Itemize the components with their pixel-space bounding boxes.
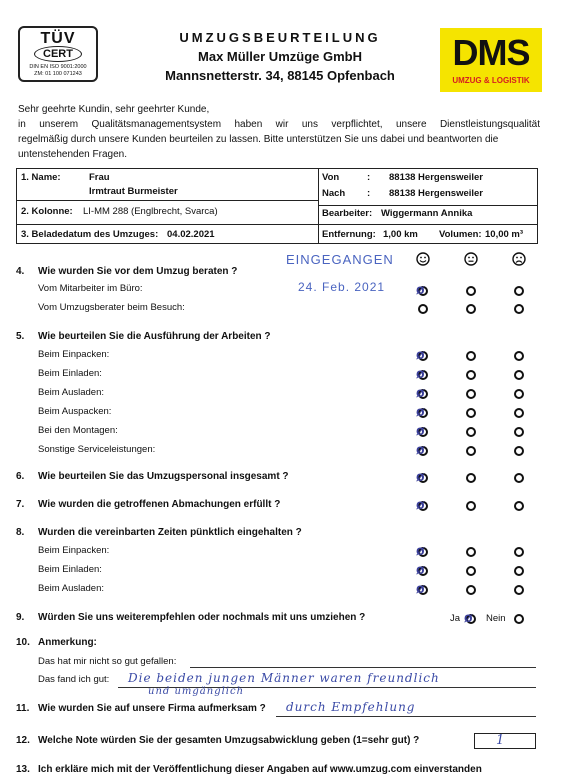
check-mark: ø: [416, 561, 425, 577]
rating-circle-bad[interactable]: [514, 473, 524, 483]
question-9-number: 9.: [16, 612, 25, 623]
check-mark: ø: [416, 580, 425, 596]
intro-line-1: Sehr geehrte Kundin, sehr geehrter Kunde,: [18, 104, 210, 115]
question-7-text: Wie wurden die getroffenen Abmachungen erfüllt ?: [38, 499, 281, 510]
question-4-text: Wie wurden Sie vor dem Umzug beraten ?: [38, 266, 238, 277]
question-5-sub-4: Beim Auspacken:: [38, 406, 112, 417]
date-label: 3. Beladedatum des Umzuges:: [21, 229, 159, 240]
check-mark: ø: [416, 384, 425, 400]
rating-circle-neutral[interactable]: [466, 585, 476, 595]
tuv-logo-cert: CERT: [34, 46, 82, 62]
question-8-text: Wurden die vereinbarten Zeiten pünktlich eingehalten ?: [38, 527, 302, 538]
rating-circle-neutral[interactable]: [466, 351, 476, 361]
table-divider: [318, 169, 319, 243]
nach-value: 88138 Hergensweiler: [389, 188, 484, 199]
question-5-sub-5: Bei den Montagen:: [38, 425, 118, 436]
rating-circle-bad[interactable]: [514, 408, 524, 418]
rating-circle-neutral[interactable]: [466, 547, 476, 557]
form-title: UMZUGSBEURTEILUNG: [179, 30, 381, 45]
dms-logo: [440, 28, 542, 92]
von-label: Von: [322, 172, 340, 183]
tuv-logo-number: ZM: 01 100 071243: [34, 71, 82, 77]
received-stamp: EINGEGANGEN: [286, 252, 394, 267]
table-divider: [318, 205, 537, 206]
intro-line-2: in unserem Qualitätsmanagementsystem haben wir uns verpflichtet, unsere Dienstleistungsqualität: [18, 119, 540, 130]
intro-text: [18, 102, 540, 162]
check-mark: ø: [416, 346, 425, 362]
check-mark: ø: [416, 496, 425, 512]
question-8-sub-2: Beim Einladen:: [38, 564, 102, 575]
rating-circle-bad[interactable]: [514, 370, 524, 380]
kolonne-value: LI-MM 288 (Englbrecht, Svarca): [83, 206, 218, 217]
answer-line: [276, 716, 536, 717]
rating-circle-neutral[interactable]: [466, 389, 476, 399]
question-13-text: Ich erkläre mich mit der Veröffentlichung dieser Angaben auf www.umzug.com einverstanden: [38, 764, 482, 775]
rating-circle-bad[interactable]: [514, 427, 524, 437]
question-10-text: Anmerkung:: [38, 637, 97, 648]
happy-face-icon: [416, 252, 430, 266]
question-5-number: 5.: [16, 331, 25, 342]
name-value: Irmtraut Burmeister: [89, 186, 178, 197]
question-12-number: 12.: [16, 735, 30, 746]
check-mark: ø: [464, 609, 473, 625]
intro-line-3: regelmäßig durch unsere Kunden beurteilen zu lassen. Bitte unterstützen Sie uns dabei und beantworten die: [18, 134, 499, 145]
question-5-sub-6: Sonstige Serviceleistungen:: [38, 444, 156, 455]
nach-label: Nach: [322, 188, 346, 199]
question-5-sub-3: Beim Ausladen:: [38, 387, 105, 398]
name-label: 1. Name:: [21, 172, 61, 183]
question-12-answer: 1: [496, 733, 506, 748]
rating-circle-bad[interactable]: [514, 501, 524, 511]
rating-circle-bad[interactable]: [514, 304, 524, 314]
rating-circle-neutral[interactable]: [466, 566, 476, 576]
check-mark: ø: [416, 403, 425, 419]
kolonne-label: 2. Kolonne:: [21, 206, 73, 217]
rating-circle-neutral[interactable]: [466, 473, 476, 483]
question-11-answer: durch Empfehlung: [286, 700, 416, 714]
bearbeiter-value: Wiggermann Annika: [381, 208, 473, 219]
rating-circle-neutral[interactable]: [466, 446, 476, 456]
rating-circle-bad[interactable]: [514, 389, 524, 399]
von-value: 88138 Hergensweiler: [389, 172, 484, 183]
question-10-number: 10.: [16, 637, 30, 648]
tuv-cert-logo: [18, 26, 98, 82]
question-4-sub-1: Vom Mitarbeiter im Büro:: [38, 283, 143, 294]
question-5-sub-2: Beim Einladen:: [38, 368, 102, 379]
rating-circle-neutral[interactable]: [466, 408, 476, 418]
question-7-number: 7.: [16, 499, 25, 510]
question-4-number: 4.: [16, 266, 25, 277]
question-10-answer-2: und umgänglich: [148, 686, 245, 697]
check-mark: ø: [416, 422, 425, 438]
question-12-text: Welche Note würden Sie der gesamten Umzugsabwicklung geben (1=sehr gut) ?: [38, 735, 420, 746]
question-4-sub-2: Vom Umzugsberater beim Besuch:: [38, 302, 185, 313]
nach-colon: :: [367, 188, 371, 199]
question-11-number: 11.: [16, 703, 30, 714]
dms-logo-main: DMS: [452, 32, 530, 73]
rating-circle-bad[interactable]: [514, 566, 524, 576]
intro-line-4: untenstehenden Fragen.: [18, 149, 127, 160]
question-6-number: 6.: [16, 471, 25, 482]
table-divider: [17, 200, 318, 201]
check-mark: ø: [416, 441, 425, 457]
yes-label: Ja: [450, 613, 461, 624]
rating-circle-bad[interactable]: [514, 547, 524, 557]
rating-circle-neutral[interactable]: [466, 304, 476, 314]
rating-circle-neutral[interactable]: [466, 370, 476, 380]
question-10-sub-1: Das hat mir nicht so gut gefallen:: [38, 656, 177, 667]
answer-line: [190, 667, 536, 668]
rating-circle-bad[interactable]: [514, 585, 524, 595]
check-mark: ø: [416, 281, 425, 297]
tuv-logo-norm: DIN EN ISO 9001:2000: [29, 64, 87, 70]
date-value: 04.02.2021: [167, 229, 215, 240]
volumen-value: 10,00 m³: [485, 229, 524, 240]
name-salutation: Frau: [89, 172, 110, 183]
table-divider: [17, 224, 537, 225]
von-colon: :: [367, 172, 371, 183]
volumen-label: Volumen:: [439, 229, 482, 240]
rating-circle-bad[interactable]: [514, 286, 524, 296]
question-6-text: Wie beurteilen Sie das Umzugspersonal insgesamt ?: [38, 471, 289, 482]
question-5-text: Wie beurteilen Sie die Ausführung der Arbeiten ?: [38, 331, 271, 342]
check-mark: ø: [416, 542, 425, 558]
question-11-text: Wie wurden Sie auf unsere Firma aufmerksam ?: [38, 703, 266, 714]
question-8-number: 8.: [16, 527, 25, 538]
question-10-sub-2: Das fand ich gut:: [38, 674, 110, 685]
entfernung-label: Entfernung:: [322, 229, 376, 240]
company-address: Mannsnetterstr. 34, 88145 Opfenbach: [165, 68, 395, 83]
company-name: Max Müller Umzüge GmbH: [198, 49, 362, 64]
question-13-number: 13.: [16, 764, 30, 775]
sad-face-icon: [512, 252, 526, 266]
no-label: Nein: [486, 613, 506, 624]
rating-circle-bad[interactable]: [514, 351, 524, 361]
received-stamp-date: 24. Feb. 2021: [298, 280, 386, 294]
neutral-face-icon: [464, 252, 478, 266]
question-5-sub-1: Beim Einpacken:: [38, 349, 110, 360]
check-mark: ø: [416, 365, 425, 381]
question-10-answer: Die beiden jungen Männer waren freundlich: [128, 671, 440, 685]
no-circle[interactable]: [514, 614, 524, 624]
rating-circle-neutral[interactable]: [466, 427, 476, 437]
customer-info-table: [16, 168, 538, 244]
rating-circle-neutral[interactable]: [466, 286, 476, 296]
tuv-logo-top: TÜV: [40, 30, 76, 47]
question-8-sub-1: Beim Einpacken:: [38, 545, 110, 556]
rating-circle-good[interactable]: [418, 304, 428, 314]
rating-circle-neutral[interactable]: [466, 501, 476, 511]
check-mark: ø: [416, 468, 425, 484]
question-8-sub-3: Beim Ausladen:: [38, 583, 105, 594]
bearbeiter-label: Bearbeiter:: [322, 208, 373, 219]
question-9-text: Würden Sie uns weiterempfehlen oder nochmals mit uns umziehen ?: [38, 612, 366, 623]
rating-circle-bad[interactable]: [514, 446, 524, 456]
entfernung-value: 1,00 km: [383, 229, 418, 240]
dms-logo-sub: UMZUG & LOGISTIK: [452, 76, 530, 85]
